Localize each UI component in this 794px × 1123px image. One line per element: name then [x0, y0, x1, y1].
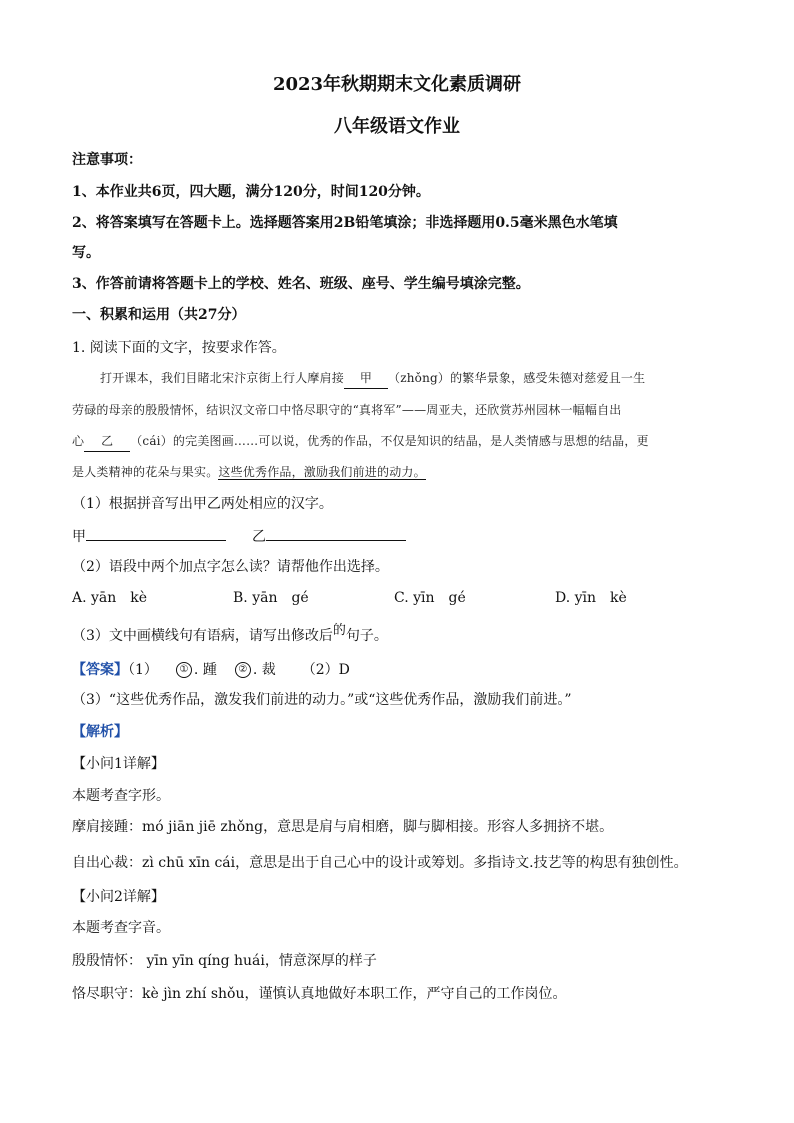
yi-label: 乙 — [252, 529, 266, 545]
answer-row — [72, 660, 350, 680]
option-d: D. yīn kè — [555, 590, 627, 606]
section-heading: 一、积累和运用（共27分） — [72, 307, 246, 323]
answer-jia: . 踵 — [193, 662, 217, 678]
notice-heading: 注意事项： — [72, 152, 142, 168]
options-row — [72, 588, 716, 608]
passage-text: 打开课本，我们目睹北宋汴京街上行人摩肩接 — [100, 371, 345, 385]
option-c: C. yīn gé — [394, 590, 466, 606]
passage-text: （zhǒng）的繁华景象，感受朱德对慈爱且一生 — [388, 371, 646, 385]
passage-text: 心 — [72, 434, 85, 448]
sub-analysis-2-heading: 【小问2详解】 — [72, 889, 165, 905]
yi-answer-line — [266, 526, 406, 541]
analysis-text: 殷殷情怀： yīn yīn qíng huái，情意深厚的样子 — [72, 953, 377, 969]
passage-line-2: 劳碌的母亲的殷殷情怀，结识汉文帝口中恪尽职守的“真将军”——周亚夫，还欣赏苏州园林一幅幅自出 — [72, 403, 622, 417]
notice-item-2-cont: 写。 — [72, 245, 100, 261]
notice-item-1: 1、本作业共6页，四大题，满分120分，时间120分钟。 — [72, 184, 430, 200]
analysis-text: 本题考查字形。 — [72, 788, 170, 804]
notice-item-3: 3、作答前请将答题卡上的学校、姓名、班级、座号、学生编号填涂完整。 — [72, 276, 530, 292]
sub-question-3-sup: 的 — [332, 623, 346, 638]
sub-question-2: （2）语段中两个加点字怎么读？请帮他作出选择。 — [72, 559, 389, 575]
analysis-text: 自出心裁：zì chū xīn cái，意思是出于自己心中的设计或筹划。多指诗文.技艺等的构思有独创性。 — [72, 855, 688, 871]
question-prompt: 1. 阅读下面的文字，按要求作答。 — [72, 340, 286, 356]
answer-yi: . 裁 — [252, 662, 276, 678]
sub-question-1: （1）根据拼音写出甲乙两处相应的汉字。 — [72, 496, 333, 512]
answer-label: 【答案】 — [72, 662, 128, 678]
page-title: 2023年秋期期末文化素质调研 — [272, 74, 522, 95]
analysis-label: 【解析】 — [72, 724, 128, 740]
passage-line-4 — [72, 462, 426, 482]
answer-part-2: （2）D — [301, 662, 350, 678]
circle-1: ① — [176, 662, 192, 678]
option-a: A. yān kè — [72, 590, 148, 606]
answer-part-3: （3）“这些优秀作品，激发我们前进的动力。”或“这些优秀作品，激励我们前进。” — [72, 692, 572, 708]
page-subtitle: 八年级语文作业 — [334, 116, 460, 137]
analysis-text: 本题考查字音。 — [72, 920, 170, 936]
jia-label: 甲 — [72, 529, 86, 545]
blank-jia: 甲 — [344, 368, 388, 389]
underlined-sentence: 这些优秀作品，激励我们前进的动力。 — [218, 465, 426, 479]
answer-blanks-row — [72, 526, 406, 547]
analysis-text: 恪尽职守：kè jìn zhí shǒu，谨慎认真地做好本职工作，严守自己的工作岗位。 — [72, 986, 567, 1002]
circle-2: ② — [235, 662, 251, 678]
passage-text: 是人类精神的花朵与果实。 — [72, 465, 219, 479]
passage-line-3 — [72, 431, 649, 452]
blank-yi: 乙 — [84, 431, 130, 452]
answer-part-1: （1） — [128, 662, 158, 678]
sub-question-3 — [72, 623, 388, 647]
passage-text: （cái）的完美图画……可以说，优秀的作品，不仅是知识的结晶，是人类情感与思想的结晶，更 — [130, 434, 649, 448]
sub-analysis-1-heading: 【小问1详解】 — [72, 756, 165, 772]
analysis-text: 摩肩接踵：mó jiān jiē zhǒng，意思是肩与肩相磨，脚与脚相接。形容人多拥挤不堪。 — [72, 819, 614, 835]
passage-line-1 — [100, 368, 645, 389]
notice-item-2: 2、将答案填写在答题卡上。选择题答案用2B铅笔填涂；非选择题用0.5毫米黑色水笔填 — [72, 215, 618, 231]
sub-question-3-tail: 句子。 — [345, 628, 388, 644]
jia-answer-line — [86, 526, 226, 541]
sub-question-3-text: （3）文中画横线句有语病，请写出修改后 — [72, 628, 333, 644]
option-b: B. yān gé — [233, 590, 309, 606]
